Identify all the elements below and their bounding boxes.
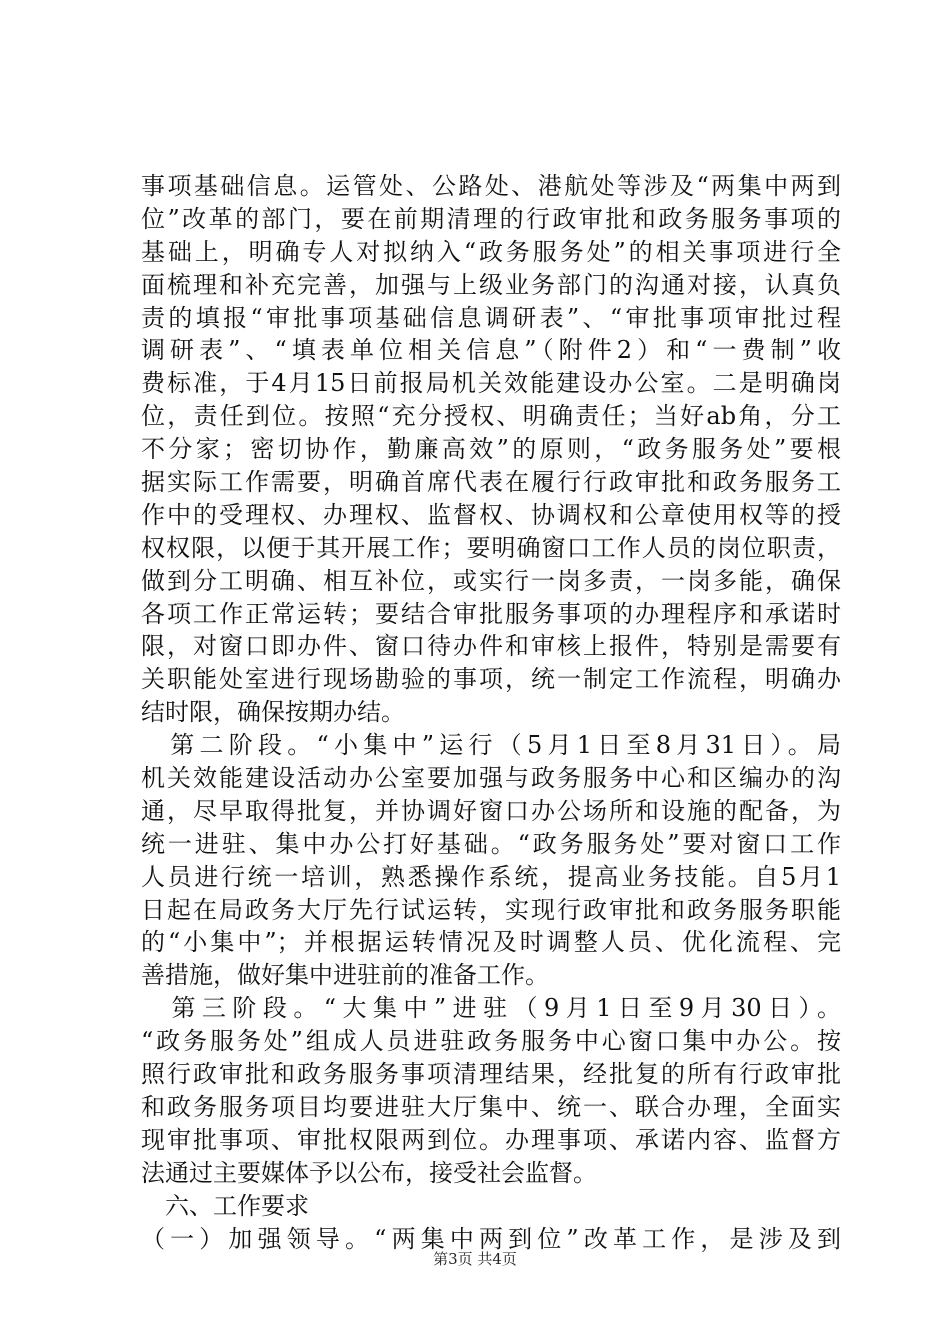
text-line: 责的填报“审批事项基础信息调研表”、“审批事项审批过程 [141,303,841,332]
text-line: 的“小集中”；并根据运转情况及时调整人员、优化流程、完 [141,928,841,957]
page-footer: 第3页 共4页 [433,1250,517,1268]
text-line: 照行政审批和政务服务事项清理结果，经批复的所有行政审批 [141,1060,841,1089]
text-line: 善措施，做好集中进驻前的准备工作。 [141,961,549,990]
text-line: 费标准，于4月15日前报局机关效能建设办公室。二是明确岗 [141,369,841,398]
text-line: 事项基础信息。运管处、公路处、港航处等涉及“两集中两到 [141,172,841,200]
text-line: 第三阶段。“大集中”进驻（9月1日至9月30日）。 [141,994,841,1023]
text-line: 面梳理和补充完善，加强与上级业务部门的沟通对接，认真负 [141,270,841,299]
text-line: 作中的受理权、办理权、监督权、协调权和公章使用权等的授 [141,500,841,529]
text-line: 第二阶段。“小集中”运行（5月1日至8月31日）。局 [141,731,841,760]
body-text [141,170,841,1255]
text-line: （一）加强领导。“两集中两到位”改革工作，是涉及到 [141,1224,841,1253]
text-line: 基础上，明确专人对拟纳入“政务服务处”的相关事项进行全 [141,237,841,266]
text-line: 现审批事项、审批权限两到位。办理事项、承诺内容、监督方 [141,1125,841,1154]
text-line: 不分家；密切协作，勤廉高效”的原则，“政务服务处”要根 [141,435,841,464]
text-line: 调研表”、“填表单位相关信息”（附件2）和“一费制”收 [141,336,841,365]
text-line: “政务服务处”组成人员进驻政务服务中心窗口集中办公。按 [141,1027,841,1056]
text-line: 关职能处室进行现场勘验的事项，统一制定工作流程，明确办 [141,665,841,694]
text-line: 权权限，以便于其开展工作；要明确窗口工作人员的岗位职责， [141,533,841,562]
text-line: 位，责任到位。按照“充分授权、明确责任；当好ab角，分工 [141,402,841,431]
text-line: 六、工作要求 [141,1191,309,1220]
text-line: 据实际工作需要，明确首席代表在履行行政审批和政务服务工 [141,468,841,497]
text-line: 各项工作正常运转；要结合审批服务事项的办理程序和承诺时 [141,599,841,628]
text-line: 做到分工明确、相互补位，或实行一岗多责，一岗多能，确保 [141,566,841,595]
text-line: 结时限，确保按期办结。 [141,698,405,727]
text-line: 通，尽早取得批复，并协调好窗口办公场所和设施的配备，为 [141,796,841,825]
text-line: 和政务服务项目均要进驻大厅集中、统一、联合办理，全面实 [141,1092,841,1121]
text-line: 统一进驻、集中办公打好基础。“政务服务处”要对窗口工作 [141,829,841,858]
text-line: 法通过主要媒体予以公布，接受社会监督。 [141,1158,597,1187]
text-line: 限，对窗口即办件、窗口待办件和审核上报件，特别是需要有 [141,632,841,661]
text-line: 位”改革的部门，要在前期清理的行政审批和政务服务事项的 [141,204,841,233]
text-line: 人员进行统一培训，熟悉操作系统，提高业务技能。自5月1 [141,862,841,891]
text-line: 机关效能建设活动办公室要加强与政务服务中心和区编办的沟 [141,764,841,793]
text-line: 日起在局政务大厅先行试运转，实现行政审批和政务服务职能 [141,895,841,924]
